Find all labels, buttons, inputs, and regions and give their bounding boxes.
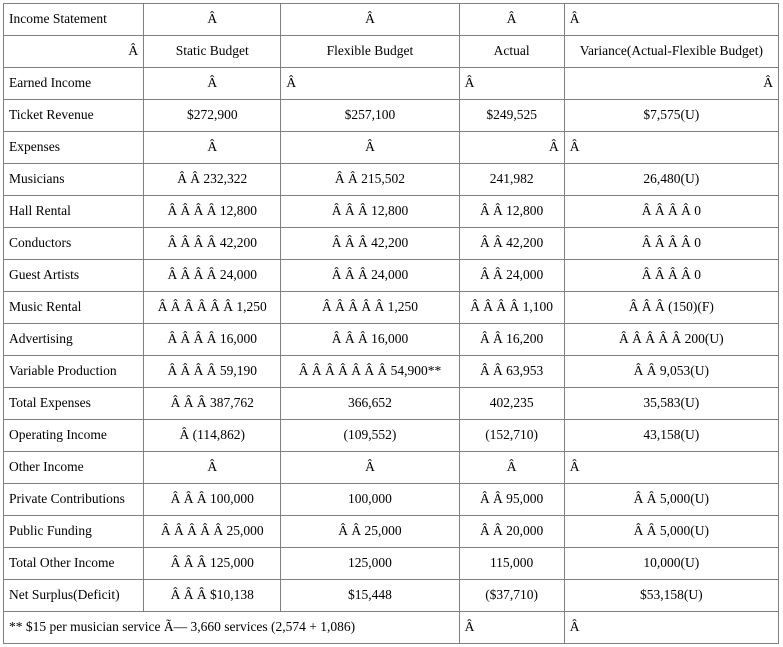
table-row (4, 132, 779, 164)
cell-flexible: 125,000 (281, 548, 459, 580)
table-row (4, 196, 779, 228)
row-label: Expenses (4, 132, 144, 164)
header-cell-income-statement: Income Statement (4, 4, 144, 36)
cell-static: Â Â Â 387,762 (144, 388, 281, 420)
cell-flexible: $15,448 (281, 580, 459, 612)
row-label: Operating Income (4, 420, 144, 452)
cell-flexible: Â (281, 132, 459, 164)
table-row (4, 260, 779, 292)
cell-actual: (152,710) (459, 420, 564, 452)
cell-variance: 43,158(U) (564, 420, 778, 452)
row-label: Musicians (4, 164, 144, 196)
cell-static: Â Â Â Â 42,200 (144, 228, 281, 260)
cell-actual: $249,525 (459, 100, 564, 132)
table-row (4, 420, 779, 452)
cell-actual: Â Â 24,000 (459, 260, 564, 292)
cell-flexible: Â (281, 452, 459, 484)
cell-static: Â Â Â 100,000 (144, 484, 281, 516)
table-row (4, 228, 779, 260)
header-cell-flexible-blank: Â (281, 4, 459, 36)
cell-variance: Â Â 9,053(U) (564, 356, 778, 388)
cell-flexible: Â Â 25,000 (281, 516, 459, 548)
cell-flexible: Â Â Â Â Â 1,250 (281, 292, 459, 324)
cell-variance: Â Â Â Â Â 200(U) (564, 324, 778, 356)
row-label: Earned Income (4, 68, 144, 100)
cell-static: Â Â Â $10,138 (144, 580, 281, 612)
cell-variance: Â Â Â Â 0 (564, 228, 778, 260)
cell-variance: $7,575(U) (564, 100, 778, 132)
cell-flexible: (109,552) (281, 420, 459, 452)
cell-flexible: Â Â Â 42,200 (281, 228, 459, 260)
cell-actual: Â Â 12,800 (459, 196, 564, 228)
table-row (4, 388, 779, 420)
cell-static: Â (144, 68, 281, 100)
cell-actual: Â (459, 132, 564, 164)
row-label: Total Expenses (4, 388, 144, 420)
header-cell-static-blank: Â (144, 4, 281, 36)
footnote-cell-actual: Â (459, 612, 564, 644)
table-row (4, 324, 779, 356)
cell-actual: ($37,710) (459, 580, 564, 612)
row-label: Variable Production (4, 356, 144, 388)
cell-actual: Â (459, 68, 564, 100)
cell-variance: $53,158(U) (564, 580, 778, 612)
cell-flexible: Â Â Â Â Â Â Â 54,900** (281, 356, 459, 388)
table-body (4, 4, 779, 644)
table-row (4, 356, 779, 388)
cell-variance: Â Â 5,000(U) (564, 484, 778, 516)
cell-variance: 26,480(U) (564, 164, 778, 196)
cell-actual: Â Â Â Â 1,100 (459, 292, 564, 324)
cell-variance: Â (564, 132, 778, 164)
cell-static: Â Â Â Â 12,800 (144, 196, 281, 228)
table-row (4, 580, 779, 612)
cell-variance: Â Â Â Â 0 (564, 260, 778, 292)
cell-variance: Â Â 5,000(U) (564, 516, 778, 548)
cell-actual: Â Â 20,000 (459, 516, 564, 548)
row-label: Guest Artists (4, 260, 144, 292)
cell-variance: Â Â Â (150)(F) (564, 292, 778, 324)
cell-flexible: Â (281, 68, 459, 100)
row-label: Hall Rental (4, 196, 144, 228)
row-label: Music Rental (4, 292, 144, 324)
table-row (4, 292, 779, 324)
cell-actual: Â Â 95,000 (459, 484, 564, 516)
table-row (4, 100, 779, 132)
cell-static: Â Â Â Â Â Â 1,250 (144, 292, 281, 324)
table-header-row-columns (4, 36, 779, 68)
row-label: Net Surplus(Deficit) (4, 580, 144, 612)
header-cell-label-blank: Â (4, 36, 144, 68)
cell-flexible: 100,000 (281, 484, 459, 516)
cell-static: Â Â Â Â Â 25,000 (144, 516, 281, 548)
cell-variance: 35,583(U) (564, 388, 778, 420)
footnote-cell-variance: Â (564, 612, 778, 644)
table-row (4, 68, 779, 100)
cell-actual: Â Â 63,953 (459, 356, 564, 388)
table-footnote-row (4, 612, 779, 644)
cell-flexible: Â Â Â 24,000 (281, 260, 459, 292)
header-cell-static-budget: Static Budget (144, 36, 281, 68)
cell-flexible: 366,652 (281, 388, 459, 420)
cell-variance: 10,000(U) (564, 548, 778, 580)
cell-actual: Â (459, 452, 564, 484)
row-label: Conductors (4, 228, 144, 260)
table-row (4, 516, 779, 548)
header-cell-variance: Variance(Actual-Flexible Budget) (564, 36, 778, 68)
cell-variance: Â Â Â Â 0 (564, 196, 778, 228)
cell-static: Â (144, 452, 281, 484)
header-cell-variance-blank: Â (564, 4, 778, 36)
row-label: Total Other Income (4, 548, 144, 580)
cell-static: Â Â 232,322 (144, 164, 281, 196)
cell-static: $272,900 (144, 100, 281, 132)
cell-variance: Â (564, 68, 778, 100)
cell-static: Â Â Â Â 24,000 (144, 260, 281, 292)
cell-flexible: Â Â Â 12,800 (281, 196, 459, 228)
cell-static: Â (114,862) (144, 420, 281, 452)
income-statement-table (3, 3, 779, 644)
header-cell-actual: Actual (459, 36, 564, 68)
cell-actual: 402,235 (459, 388, 564, 420)
cell-flexible: Â Â Â 16,000 (281, 324, 459, 356)
row-label: Other Income (4, 452, 144, 484)
table-row (4, 548, 779, 580)
cell-static: Â Â Â Â 16,000 (144, 324, 281, 356)
table-row (4, 484, 779, 516)
cell-flexible: Â Â 215,502 (281, 164, 459, 196)
cell-static: Â (144, 132, 281, 164)
row-label: Private Contributions (4, 484, 144, 516)
row-label: Ticket Revenue (4, 100, 144, 132)
table-header-row-title (4, 4, 779, 36)
header-cell-actual-blank: Â (459, 4, 564, 36)
cell-actual: 115,000 (459, 548, 564, 580)
cell-flexible: $257,100 (281, 100, 459, 132)
row-label: Advertising (4, 324, 144, 356)
cell-variance: Â (564, 452, 778, 484)
cell-actual: 241,982 (459, 164, 564, 196)
footnote-text: ** $15 per musician service Ã— 3,660 services (2,574 + 1,086) (4, 612, 460, 644)
cell-actual: Â Â 16,200 (459, 324, 564, 356)
table-row (4, 452, 779, 484)
header-cell-flexible-budget: Flexible Budget (281, 36, 459, 68)
cell-static: Â Â Â 125,000 (144, 548, 281, 580)
cell-static: Â Â Â Â 59,190 (144, 356, 281, 388)
table-row (4, 164, 779, 196)
row-label: Public Funding (4, 516, 144, 548)
cell-actual: Â Â 42,200 (459, 228, 564, 260)
